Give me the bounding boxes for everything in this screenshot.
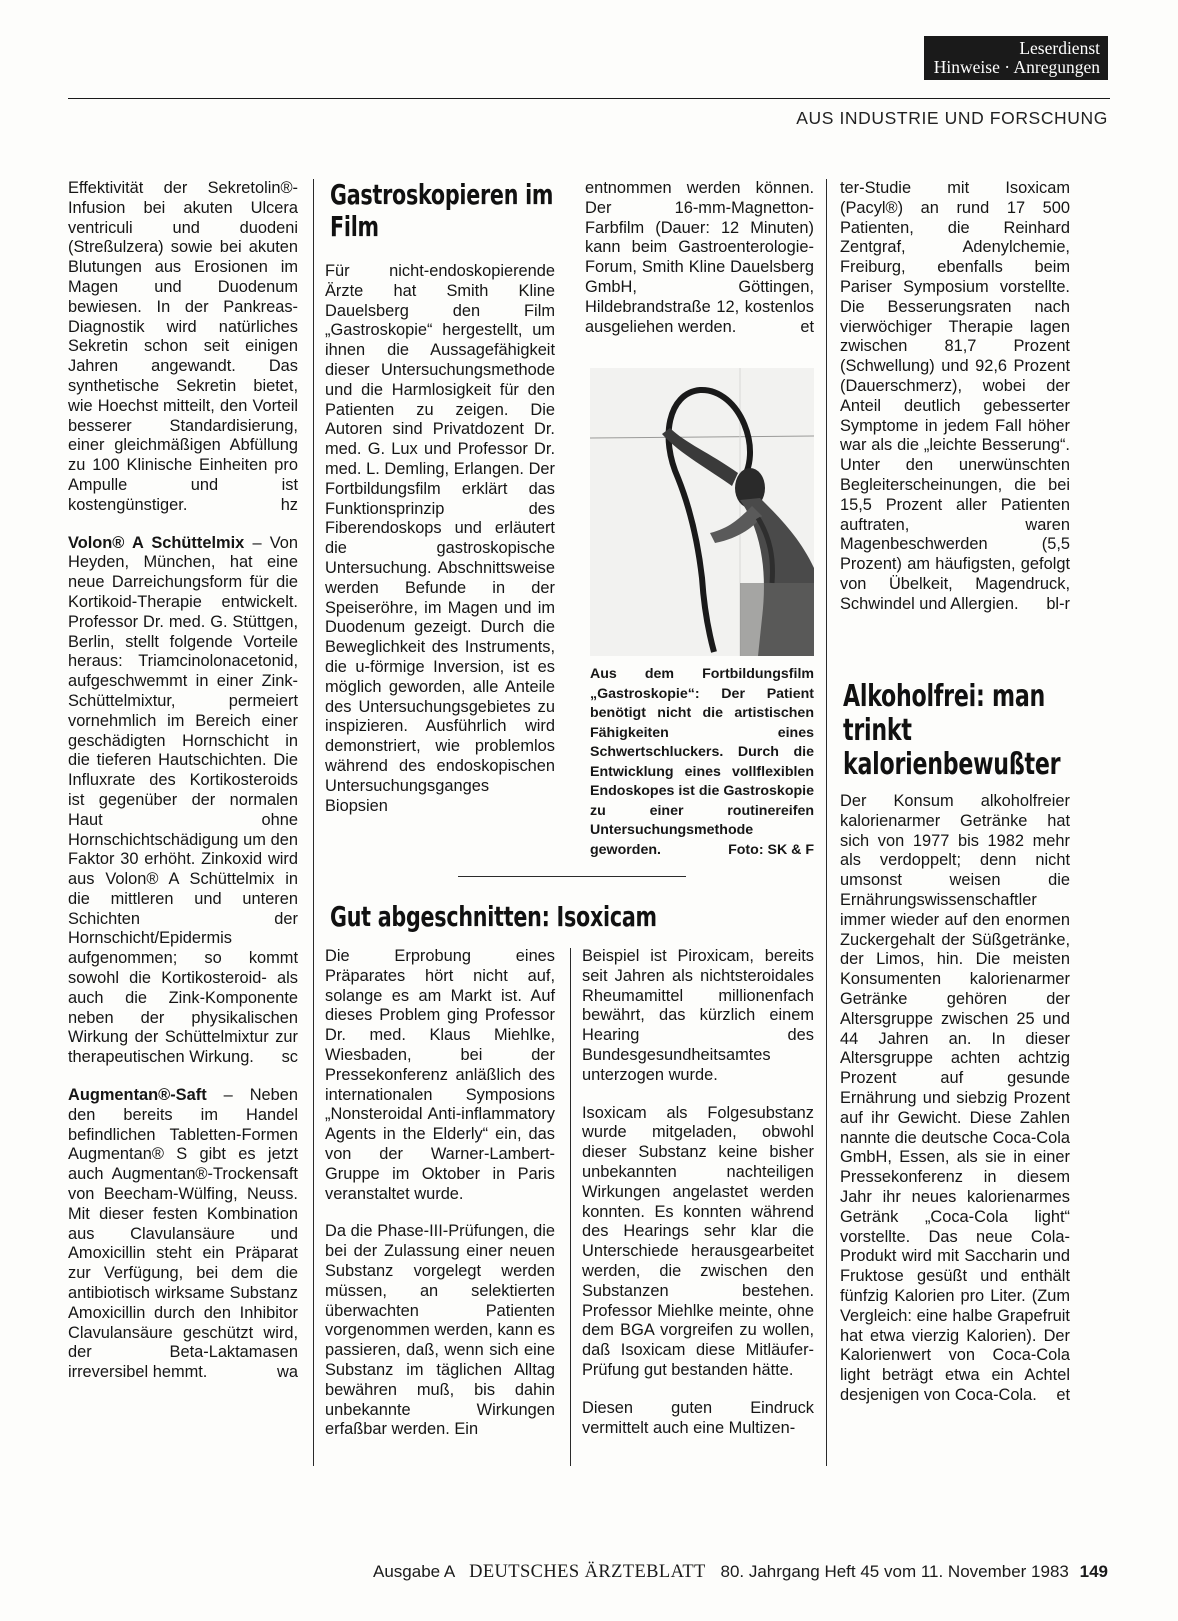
author-sign-sc: sc [281,1048,298,1067]
gastroskopie-cont-text: entnommen werden können. Der 16-mm-Magnetton-Farbfilm (Dauer: 12 Minuten) kann beim Gastroenterologie-Forum, Smith Kline Dauelsberg GmbH, Göttingen, Hildebrandstraße 12, kostenlos ausgeliehen werden. [585,179,814,336]
gastroskopie-continuation [585,179,814,337]
alkoholfrei-headline: Alkoholfrei: man trinkt kalorienbewußter [843,679,1061,782]
article-separator [458,876,686,877]
alkoholfrei-paragraph [840,792,1070,1406]
leserdienst-badge [924,36,1108,80]
isoxicam-headline: Gut abgeschnitten: Isoxicam [330,900,657,933]
footer-edition: Ausgabe A [373,1562,455,1581]
isoxicam-paragraph-1: Die Erprobung eines Präparates hört nicht auf, solange es am Markt ist. Auf dieses Problem ging Professor Dr. med. Klaus Miehlke, Wiesbaden, bei der Pressekonferenz anläßlich des internationalen Symposions „Nonsteroidal Anti-inflammatory Agents in the Elderly“ ein, das von der Warner-Lambert-Gruppe im Oktober in Paris veranstaltet wurde. [325,947,555,1203]
page-footer [0,1562,1108,1583]
author-sign-et-1: et [800,317,814,336]
column-divider-1 [313,179,314,1466]
isoxicam-paragraph-5: Diesen guten Eindruck vermittelt auch eine Multizen- [582,1398,814,1437]
augmentan-text: – Neben den bereits im Handel befindlichen Tabletten-Formen Augmentan® S gibt es jetzt auch Augmentan®-Trockensaft von Beecham-Wülfing, Neuss. Mit dieser festen Kombination aus Clavulansäure und Amoxicillin steht ein Präparat zur Verfügung, bei dem die antibiotisch wirksame Substanz Amoxicillin durch den Inhibitor Clavulansäure geschützt wird, der Beta-Laktamasen irreversibel hemmt. [68,1086,298,1382]
section-heading: AUS INDUSTRIE UND FORSCHUNG [796,108,1108,128]
isoxicam-paragraph-4: Isoxicam als Folgesubstanz wurde mitgeladen, obwohl dieser Substanz keine bisher unbekannten nachteiligen Wirkungen angelastet werden konnten. Es konnten während des Hearings sehr klar die Unterschiede herausgearbeitet werden, die zwischen den Substanzen bestehen. Professor Miehlke meinte, ohne dem BGA vorgreifen zu wollen, daß Isoxicam diese Mitläufer-Prüfung gut bestanden hätte. [582,1103,814,1379]
page-number: 149 [1079,1562,1108,1581]
author-sign-wa: wa [277,1363,298,1382]
header-rule [68,98,1110,99]
volon-paragraph [68,534,298,1069]
gastroskopie-text: Für nicht-endoskopierende Ärzte hat Smith Kline Dauelsberg den Film „Gastroskopie“ hergestellt, um ihnen die Aussagefähigkeit dieser Untersuchungsmethode und die Harmlosigkeit für den Patienten zu zeigen. Die Autoren sind Privatdozent Dr. med. G. Lux und Professor Dr. med. L. Demling, Erlangen. Der Fortbildungsfilm erklärt das Funktionsprinzip des Fiberendoskops und erläutert die gastroskopische Untersuchung. Abschnittsweise werden Befunde in der Speiseröhre, im Magen und im Duodenum gezeigt. Durch die Beweglichkeit des Instruments, die u-förmige Inversion, ist es möglich geworden, alle Anteile des Untersuchungsgebietes zu inspizieren. Ausführlich wird demonstriert, wie problemlos während des endoskopischen Untersuchungsganges Biopsien [325,262,555,815]
gastroskopie-cont-paragraph [585,179,814,337]
footer-journal: DEUTSCHES ÄRZTEBLATT [469,1562,706,1582]
sekretolin-text: Effektivität der Sekretolin®-Infusion bei akuten Ulcera ventriculi und duodeni (Streßulzera) sowie bei akuten Blutungen aus Erosionen im Magen und Duodenum bewiesen. In der Pankreas-Diagnostik wird natürliches Sekretin schon seit einigen Jahren angewandt. Das synthetische Sekretin bietet, wie Hoechst mitteilt, den Vorteil besserer Standardisierung, einer gleichmäßigen Abfüllung zu 100 Klinische Einheiten pro Ampulle und ist kostengünstiger. [68,179,298,514]
augmentan-paragraph [68,1086,298,1383]
author-sign-hz: hz [280,495,298,514]
author-sign-blr: bl-r [1046,594,1070,613]
volon-lead: Volon® A Schüttelmix [68,533,245,552]
footer-issue: 80. Jahrgang Heft 45 vom 11. November 1983 [720,1562,1069,1581]
column-1 [68,179,298,1383]
isoxicam-column-a [325,947,555,1440]
isoxicam-column-c [840,179,1070,615]
isoxicam-paragraph-6 [840,179,1070,615]
isoxicam-paragraph-3: Beispiel ist Piroxicam, bereits seit Jahren als nichtsteroidales Rheumamittel millionenfach bewährt, das kürzlich einem Hearing des Bundesgesundheitsamtes unterzogen wurde. [582,947,814,1084]
badge-line-1: Leserdienst [1019,38,1100,58]
gastroskopie-body [325,262,555,816]
alkoholfrei-body [840,792,1070,1406]
isoxicam-column-b [582,947,814,1438]
caption-text: Aus dem Fortbildungsfilm „Gastroskopie“: Der Patient benötigt nicht die artistischen Fähigkeiten eines Schwertschluckers. Durch die Entwicklung eines vollflexiblen Endoskopes ist die Gastroskopie zu einer routinereifen Untersuchungsmethode geworden. [590,666,814,858]
column-divider-3 [826,179,827,1466]
photo-caption [590,665,814,860]
gastroscopy-photo [590,368,814,656]
volon-text: – Von Heyden, München, hat eine neue Darreichungsform für die Kortikoid-Therapie entwickelt. Professor Dr. med. G. Stüttgen, Berlin, stellt folgende Vorteile heraus: Triamcinolonacetonid, aufgeschwemmt in einer Zink-Schüttelmixtur, permeiert vornehmlich im Bereich einer geschädigten Hornschicht in die tieferen Hautschichten. Die Influxrate des Kortikosteroids ist gegenüber der normalen Haut ohne Hornschichtschädigung um den Faktor 30 erhöht. Zinkoxid wird aus Volon® A Schüttelmix in die mittleren und unteren Schichten der Hornschicht/Epidermis aufgenommen; so kommt sowohl die Kortikosteroid- als auch die Zink-Komponente neben der physikalischen Wirkung der Schüttelmixtur zur therapeutischen Wirkung. [68,533,298,1067]
badge-line-2: Hinweise · Anregungen [933,57,1100,77]
sekretolin-paragraph [68,179,298,516]
patient-illustration [590,368,814,656]
author-sign-et-2: et [1056,1385,1070,1404]
isoxicam-paragraph-2: Da die Phase-III-Prüfungen, die bei der Zulassung einer neuen Substanz vorgelegt werden müssen, an selektierten überwachten Patienten vorgenommen werden, kann es passieren, daß, wenn sich eine Substanz im täglichen Alltag bewähren muß, bis dahin unbekannte Wirkungen erfaßbar werden. Ein [325,1222,555,1439]
augmentan-lead: Augmentan®-Saft [68,1086,207,1105]
photo-credit: Foto: SK & F [728,841,814,858]
isoxicam-cont-text: ter-Studie mit Isoxicam (Pacyl®) an rund 17 500 Patienten, die Reinhard Zentgraf, Adenylchemie, Freiburg, ebenfalls beim Pariser Symposium vorstellte. Die Besserungsraten nach vierwöchiger Therapie lagen zwischen 81,7 Prozent (Schwellung) und 92,6 Prozent (Dauerschmerz), wobei der Anteil deutlich gebesserter Symptome in jedem Fall höher war als die „leichte Besserung“. Unter den unerwünschten Begleiterscheinungen, die bei 15,5 Prozent aller Patienten auftraten, waren Magenbeschwerden (5,5 Prozent) am häufigsten, gefolgt von Übelkeit, Magendruck, Schwindel und Allergien. [840,179,1070,613]
gastroskopie-headline: Gastroskopieren im Film [330,178,554,243]
alkoholfrei-text: Der Konsum alkoholfreier kalorienarmer Getränke hat sich von 1977 bis 1982 mehr als verdoppelt; denn nicht umsonst weisen die Ernährungswissenschaftler immer wieder auf den enormen Zuckergehalt der Süßgetränke, der Limos, hin. Die meisten Konsumenten kalorienarmer Getränke gehören der Altersgruppe zwischen 25 und 44 Jahren an. In dieser Altersgruppe achten achtzig Prozent auf gesunde Ernährung und siebzig Prozent auf ihr Gewicht. Diese Zahlen nannte die deutsche Coca-Cola GmbH, Essen, als sie in einer Pressekonferenz in diesem Jahr ihr neues kalorienarmes Getränk „Coca-Cola light“ vorstellte. Das neue Cola-Produkt wird mit Saccharin und Fruktose gesüßt und enthält fünfzig Kalorien pro Liter. (Zum Vergleich: eine halbe Grapefruit hat etwa vierzig Kalorien). Der Kalorienwert von Coca-Cola light beträgt etwa ein Achtel desjenigen von Coca-Cola. [840,792,1070,1404]
column-divider-2 [570,948,571,1466]
